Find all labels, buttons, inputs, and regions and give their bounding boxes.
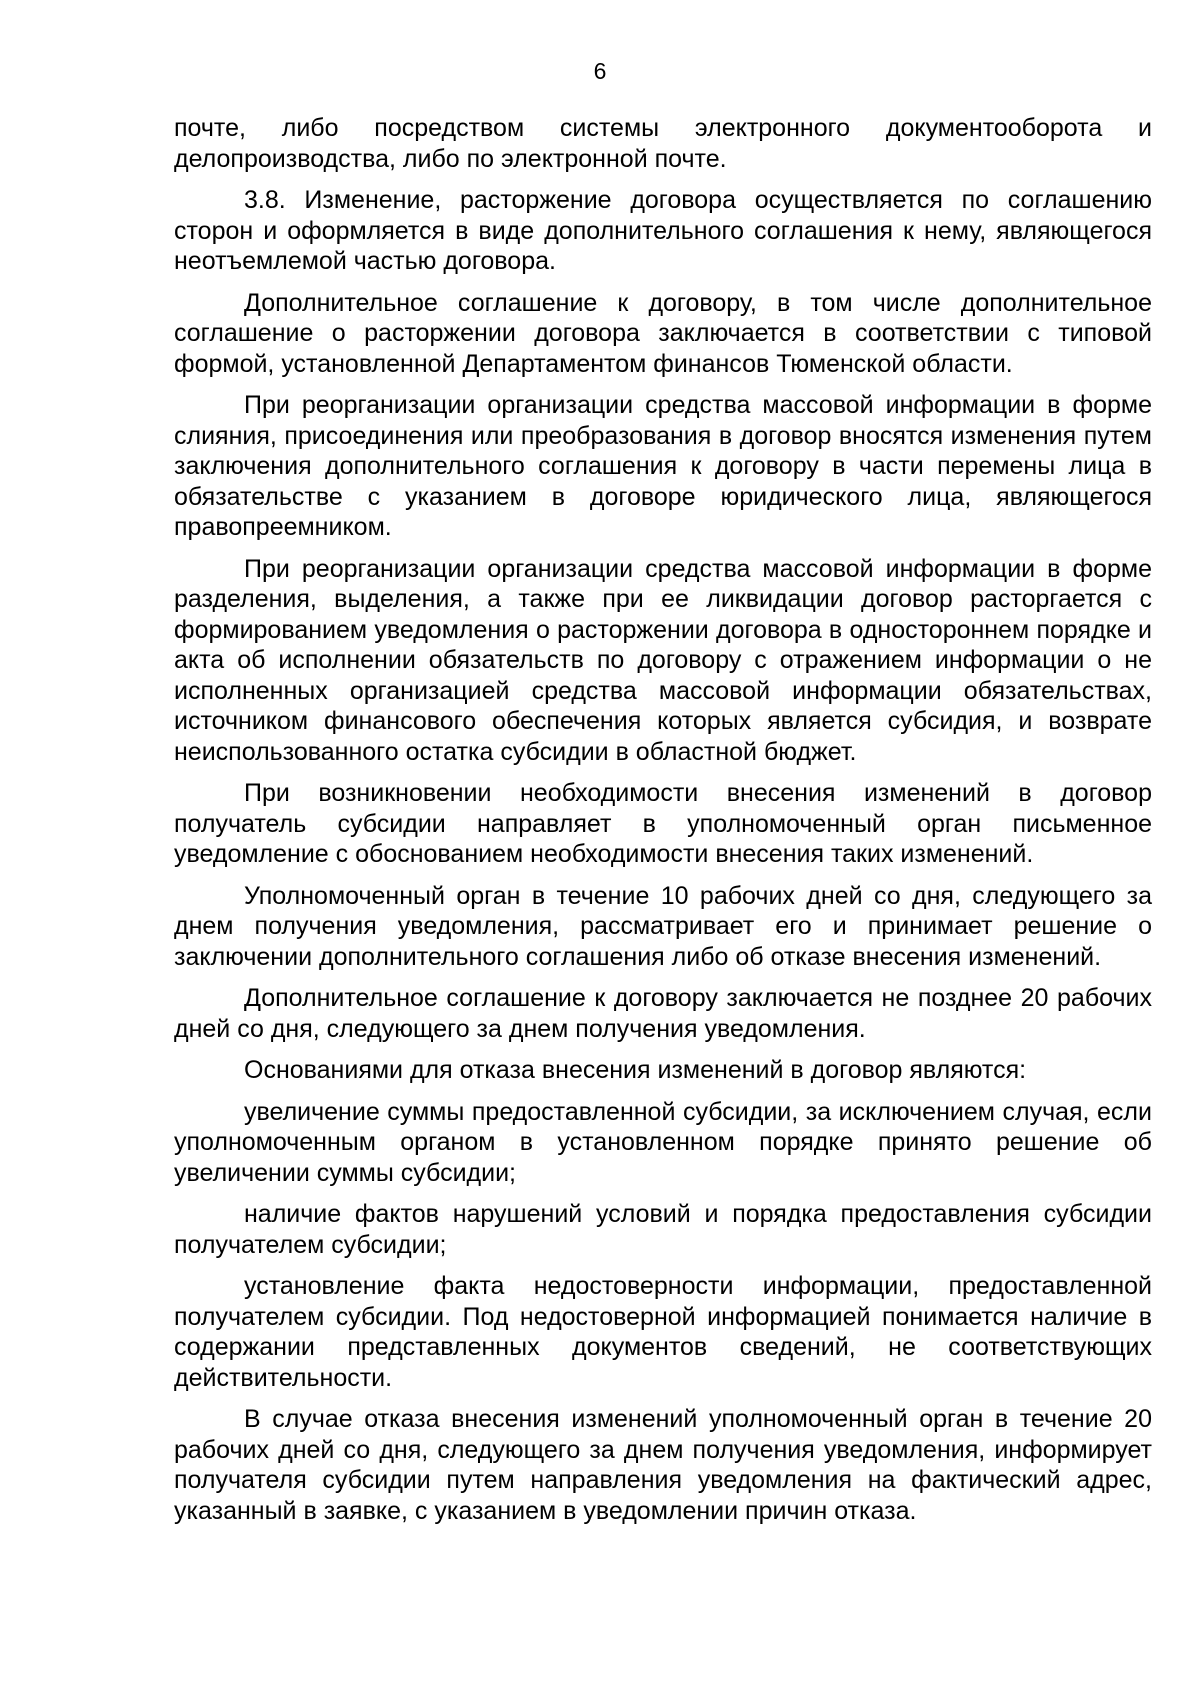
paragraph: Уполномоченный орган в течение 10 рабочих дней со дня, следующего за днем получения уведомления, рассматривает его и принимает решение о заключении дополнительного соглашения либо об отказе внесения изменений.: [174, 881, 1152, 971]
page-number: 6: [593, 58, 607, 84]
paragraph: Дополнительное соглашение к договору заключается не позднее 20 рабочих дней со дня, следующего за днем получения уведомления.: [174, 984, 1152, 1043]
list-item: наличие фактов нарушений условий и порядка предоставления субсидии получателем субсидии;: [174, 1200, 1152, 1259]
paragraph: При реорганизации организации средства массовой информации в форме слияния, присоединения или преобразования в договор вносятся изменения путем заключения дополнительного соглашения к договору в части перемены лица в обязательстве с указанием в договоре юридического лица, являющегося правопреемником.: [174, 391, 1152, 541]
paragraph: В случае отказа внесения изменений уполномоченный орган в течение 20 рабочих дней со дня, следующего за днем получения уведомления, информирует получателя субсидии путем направления уведомления на фактический адрес, указанный в заявке, с указанием в уведомлении причин отказа.: [174, 1405, 1152, 1525]
page-body: [174, 113, 1152, 1537]
paragraph: При реорганизации организации средства массовой информации в форме разделения, выделения, а также при ее ликвидации договор расторгается с формированием уведомления о расторжении договора в одностороннем порядке и акта об исполнении обязательств по договору с отражением информации о не исполненных организацией средства массовой информации обязательствах, источником финансового обеспечения которых является субсидия, и возврате неиспользованного остатка субсидии в областной бюджет.: [174, 554, 1152, 766]
paragraph-continuation: почте, либо посредством системы электронного документооборота и делопроизводства, либо по электронной почте.: [174, 114, 1152, 173]
list-item: увеличение суммы предоставленной субсидии, за исключением случая, если уполномоченным органом в установленном порядке принято решение об увеличении суммы субсидии;: [174, 1097, 1152, 1187]
paragraph: Основаниями для отказа внесения изменений в договор являются:: [244, 1056, 1027, 1084]
paragraph-clause-3-8: 3.8. Изменение, расторжение договора осуществляется по соглашению сторон и оформляется в виде дополнительного соглашения к нему, являющегося неотъемлемой частью договора.: [174, 186, 1152, 275]
paragraph: При возникновении необходимости внесения изменений в договор получатель субсидии направляет в уполномоченный орган письменное уведомление с обоснованием необходимости внесения таких изменений.: [174, 779, 1152, 868]
list-item: установление факта недостоверности информации, предоставленной получателем субсидии. Под недостоверной информацией понимается наличие в содержании представленных документов сведений, не соответствующих действительности.: [174, 1272, 1152, 1392]
paragraph: Дополнительное соглашение к договору, в том числе дополнительное соглашение о расторжении договора заключается в соответствии с типовой формой, установленной Департаментом финансов Тюменской области.: [174, 288, 1152, 378]
